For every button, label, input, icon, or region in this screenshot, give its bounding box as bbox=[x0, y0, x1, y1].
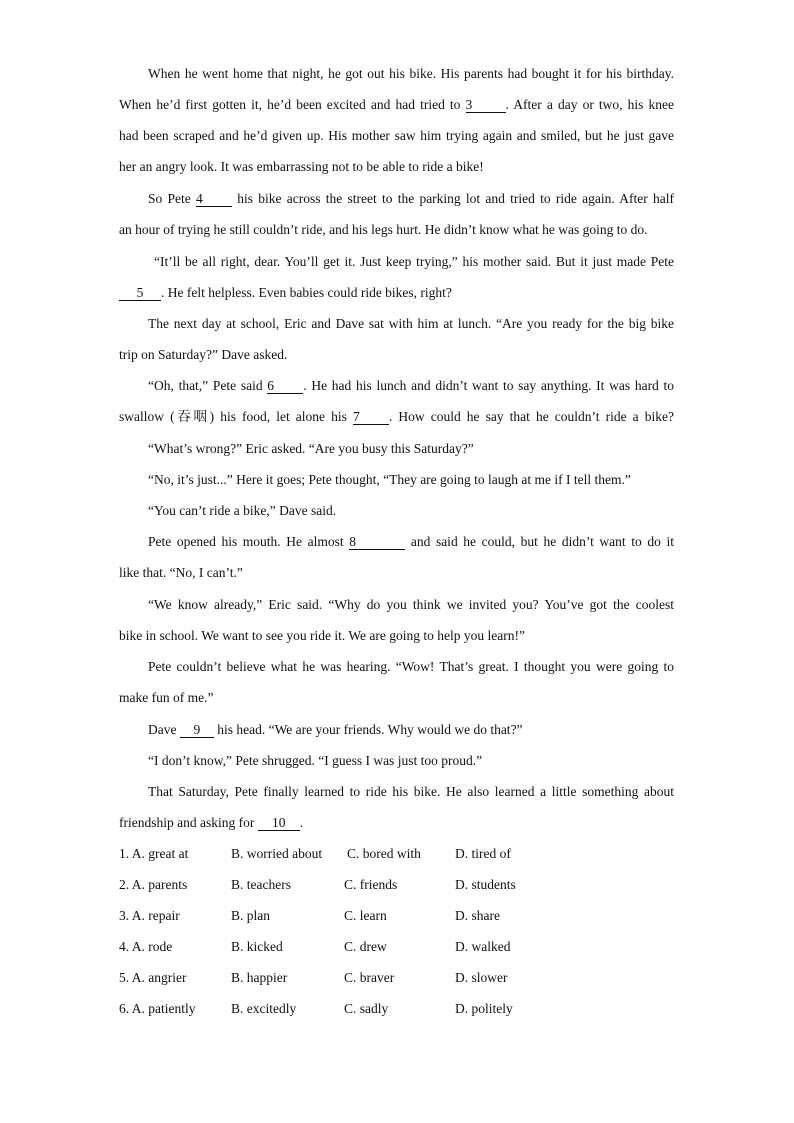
text-line: make fun of me.” bbox=[119, 690, 214, 705]
answer-options bbox=[119, 845, 679, 1031]
text-segment: “Oh, that,” Pete said bbox=[148, 378, 263, 393]
text-line: “What’s wrong?” Eric asked. “Are you busy this Saturday?” bbox=[148, 441, 474, 456]
option-d: D. tired of bbox=[455, 846, 511, 861]
option-a: 3. A. repair bbox=[119, 908, 180, 923]
option-b: B. excitedly bbox=[231, 1001, 297, 1016]
paragraph-8 bbox=[119, 502, 674, 533]
option-row bbox=[119, 969, 679, 1000]
text-segment: So Pete bbox=[148, 191, 191, 206]
option-d: D. students bbox=[455, 877, 516, 892]
text-segment: When he’d first gotten it, he’d been excited and had tried to bbox=[119, 97, 461, 112]
option-b: B. plan bbox=[231, 908, 270, 923]
option-a: 1. A. great at bbox=[119, 846, 189, 861]
text-line: When he went home that night, he got out his bike. His parents had bought it for his birthday. bbox=[148, 66, 674, 81]
option-a: 5. A. angrier bbox=[119, 970, 187, 985]
paragraph-6 bbox=[119, 440, 674, 471]
text-line: “No, it’s just...” Here it goes; Pete thought, “They are going to laugh at me if I tell them.” bbox=[148, 472, 631, 487]
text-line: had been scraped and he’d given up. His mother saw him trying again and smiled, but he just gave bbox=[119, 128, 674, 143]
blank-5: 5 bbox=[119, 285, 161, 301]
blank-7: 7 bbox=[353, 409, 389, 425]
paragraph-9 bbox=[119, 533, 674, 595]
blank-6: 6 bbox=[267, 378, 303, 394]
option-c: C. drew bbox=[344, 939, 387, 954]
paragraph-4 bbox=[119, 315, 674, 377]
text-segment: . How could he say that he couldn’t ride a bike? bbox=[388, 409, 674, 424]
text-segment: friendship and asking for bbox=[119, 815, 255, 830]
text-line: her an angry look. It was embarrassing not to be able to ride a bike! bbox=[119, 159, 484, 174]
text-line bbox=[119, 721, 674, 752]
text-line: trip on Saturday?” Dave asked. bbox=[119, 347, 288, 362]
text-segment: his bike across the street to the parking lot and tried to ride again. After half bbox=[237, 191, 674, 206]
paragraph-2 bbox=[119, 190, 674, 252]
option-row bbox=[119, 907, 679, 938]
option-d: D. slower bbox=[455, 970, 508, 985]
option-c: C. braver bbox=[344, 970, 395, 985]
text-segment: his head. “We are your friends. Why would we do that?” bbox=[217, 722, 523, 737]
option-d: D. politely bbox=[455, 1001, 513, 1016]
text-line: “I don’t know,” Pete shrugged. “I guess I was just too proud.” bbox=[148, 753, 483, 768]
option-d: D. share bbox=[455, 908, 500, 923]
text-line: bike in school. We want to see you ride it. We are going to help you learn!” bbox=[119, 628, 525, 643]
paragraph-1 bbox=[119, 65, 674, 189]
option-row bbox=[119, 938, 679, 969]
text-line: That Saturday, Pete finally learned to ride his bike. He also learned a little something about bbox=[148, 784, 674, 799]
text-segment: Pete opened his mouth. He almost bbox=[148, 534, 344, 549]
blank-3: 3 bbox=[466, 97, 506, 113]
option-row bbox=[119, 1000, 679, 1031]
text-line bbox=[119, 190, 674, 221]
text-line bbox=[119, 96, 674, 127]
option-b: B. happier bbox=[231, 970, 288, 985]
text-line: The next day at school, Eric and Dave sat with him at lunch. “Are you ready for the big bike bbox=[148, 316, 674, 331]
option-a: 6. A. patiently bbox=[119, 1001, 196, 1016]
text-segment: swallow (吞咽) his food, let alone his bbox=[119, 409, 347, 424]
paragraph-5 bbox=[119, 377, 674, 439]
text-line: an hour of trying he still couldn’t ride, and his legs hurt. He didn’t know what he was going to do. bbox=[119, 222, 648, 237]
paragraph-12 bbox=[119, 721, 674, 752]
text-line: Pete couldn’t believe what he was hearing. “Wow! That’s great. I thought you were going to bbox=[148, 659, 674, 674]
text-line bbox=[119, 533, 674, 564]
option-row bbox=[119, 876, 679, 907]
text-segment: . He had his lunch and didn’t want to say anything. It was hard to bbox=[303, 378, 675, 393]
text-line bbox=[119, 408, 674, 439]
paragraph-3 bbox=[119, 253, 674, 315]
text-line: “You can’t ride a bike,” Dave said. bbox=[148, 503, 337, 518]
text-line bbox=[119, 814, 674, 845]
text-line bbox=[119, 284, 674, 315]
option-c: C. bored with bbox=[347, 846, 421, 861]
paragraph-11 bbox=[119, 658, 674, 720]
text-line: like that. “No, I can’t.” bbox=[119, 565, 243, 580]
text-segment: . bbox=[299, 815, 304, 830]
paragraph-13 bbox=[119, 752, 674, 783]
text-segment: and said he could, but he didn’t want to do it bbox=[410, 534, 674, 549]
blank-10: 10 bbox=[258, 815, 300, 831]
option-row bbox=[119, 845, 679, 876]
option-c: C. friends bbox=[344, 877, 398, 892]
paragraph-10 bbox=[119, 596, 674, 658]
option-a: 2. A. parents bbox=[119, 877, 188, 892]
blank-4: 4 bbox=[196, 191, 232, 207]
option-c: C. learn bbox=[344, 908, 387, 923]
text-segment: Dave bbox=[148, 722, 177, 737]
text-segment: . He felt helpless. Even babies could ride bikes, right? bbox=[161, 285, 452, 300]
text-segment: . After a day or two, his knee bbox=[505, 97, 674, 112]
option-a: 4. A. rode bbox=[119, 939, 173, 954]
paragraph-14 bbox=[119, 783, 674, 845]
option-b: B. teachers bbox=[231, 877, 291, 892]
paragraph-7 bbox=[119, 471, 674, 502]
option-c: C. sadly bbox=[344, 1001, 389, 1016]
text-line: “It’ll be all right, dear. You’ll get it. Just keep trying,” his mother said. But it just made Pete bbox=[154, 254, 674, 269]
blank-8: 8 bbox=[349, 534, 405, 550]
text-line bbox=[119, 377, 674, 408]
option-b: B. worried about bbox=[231, 846, 323, 861]
blank-9: 9 bbox=[180, 722, 214, 738]
option-d: D. walked bbox=[455, 939, 511, 954]
option-b: B. kicked bbox=[231, 939, 283, 954]
text-line: “We know already,” Eric said. “Why do you think we invited you? You’ve got the coolest bbox=[148, 597, 674, 612]
